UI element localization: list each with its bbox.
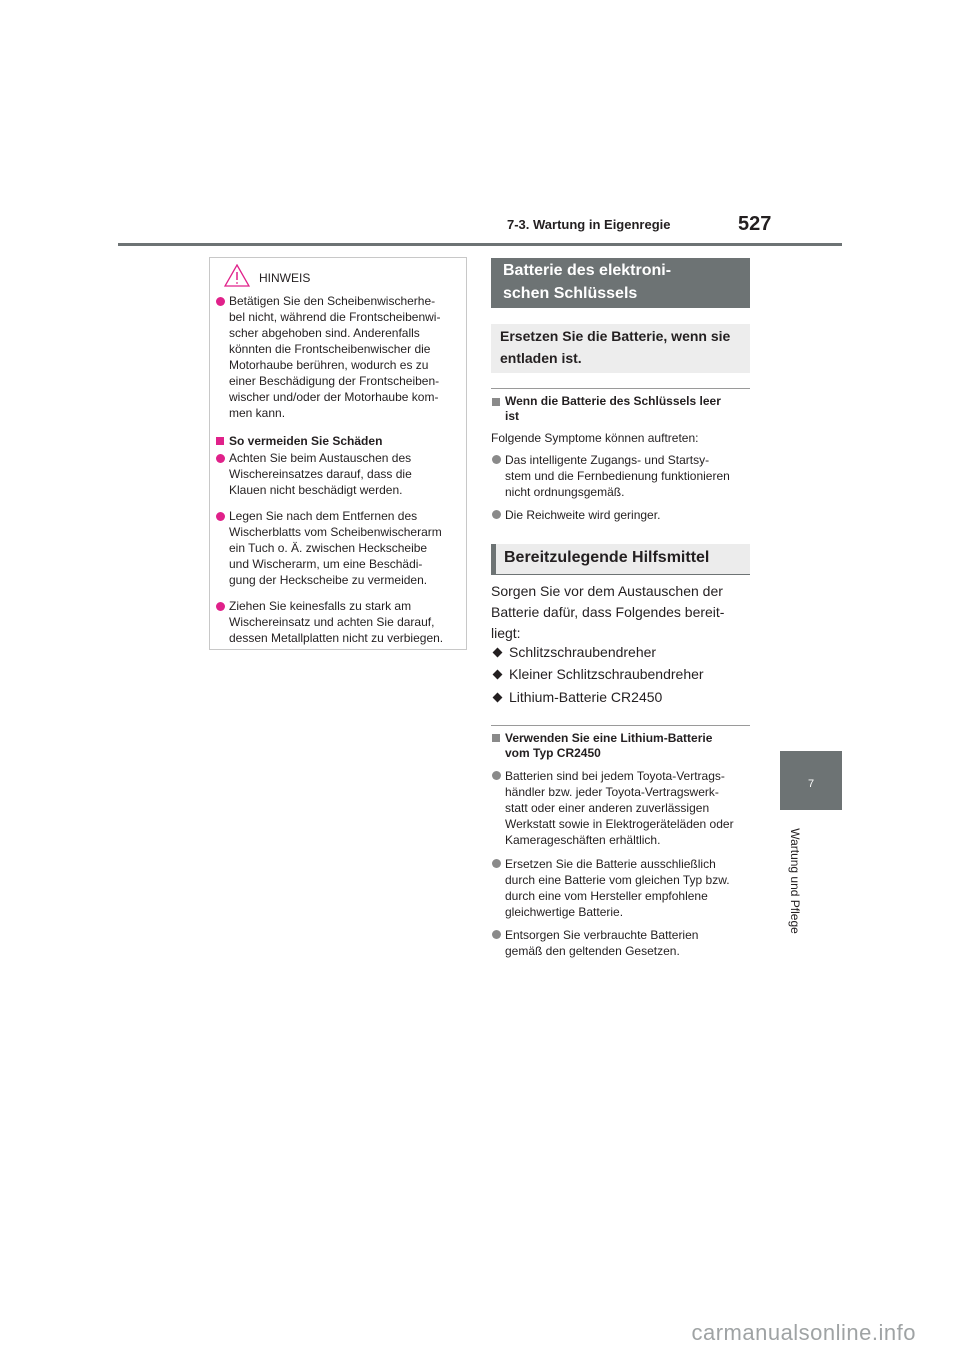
bullet-icon: [216, 454, 225, 463]
notice-box: [209, 257, 467, 650]
tool-item: Schlitzschraubendreher: [509, 644, 657, 660]
notice-subitem: Ziehen Sie keinesfalls zu stark am Wischereinsatz und achten Sie darauf, dessen Metallplatten nicht zu verbiegen.: [229, 599, 444, 645]
notice-title: HINWEIS: [259, 271, 311, 285]
bullet-icon: [492, 455, 501, 464]
bullet-icon: [492, 510, 501, 519]
notice-item: Betätigen Sie den Scheibenwischerhe- bel nicht, während die Frontscheibenwi- scher abgehoben sind. Anderenfalls könnten die Frontscheibenwischer die Motorhaube berühren, wodurch es zu einer Beschädigung der Frontscheiben- wischer und/oder der Motorhaube kom- men kann.: [229, 294, 441, 420]
watermark-text: carmanualsonline.info: [691, 1320, 916, 1345]
lithium-item: Ersetzen Sie die Batterie ausschließlich durch eine Batterie vom gleichen Typ bzw. durch eine vom Hersteller empfohlene gleichwertige Batterie.: [505, 857, 730, 919]
lithium-heading: Verwenden Sie eine Lithium-Batterie vom Typ CR2450: [505, 731, 713, 760]
bullet-icon: [216, 297, 225, 306]
bullet-icon: [492, 930, 501, 939]
square-bullet-icon: [492, 398, 500, 406]
tools-heading: [491, 544, 750, 575]
page-number: 527: [738, 213, 772, 235]
diamond-bullet-icon: [493, 693, 503, 703]
notice-subitem: Achten Sie beim Austauschen des Wischereinsatzes darauf, dass die Klauen nicht beschädigt werden.: [229, 451, 412, 497]
empty-battery-intro: Folgende Symptome können auftreten:: [491, 431, 699, 445]
square-bullet-icon: [216, 437, 224, 445]
chapter-side-label: [766, 816, 824, 946]
notice-header: [210, 264, 466, 288]
bullet-icon: [216, 512, 225, 521]
notice-subheading: So vermeiden Sie Schäden: [229, 434, 383, 448]
lithium-item: Entsorgen Sie verbrauchte Batterien gemäß den geltenden Gesetzen.: [505, 928, 699, 958]
symptom-item: Das intelligente Zugangs- und Startsy- stem und die Fernbedienung funktionieren nicht ordnungsgemäß.: [505, 453, 730, 499]
symptom-item: Die Reichweite wird geringer.: [505, 508, 661, 522]
chapter-tab[interactable]: 7: [780, 751, 842, 810]
lithium-item: Batterien sind bei jedem Toyota-Vertrags- händler bzw. jeder Toyota-Vertragswerk- statt oder einer anderen zuverlässigen Werkstatt sowie in Elektrogeräteläden oder Kamerageschäften erhältlich.: [505, 769, 734, 847]
tool-item: Lithium-Batterie CR2450: [509, 689, 663, 705]
divider: [491, 725, 750, 726]
bullet-icon: [492, 859, 501, 868]
tools-title: Bereitzulegende Hilfsmittel: [504, 549, 710, 566]
bullet-icon: [492, 771, 501, 780]
section-title: Batterie des elektroni- schen Schlüssels: [491, 258, 750, 308]
watermark: [0, 1320, 960, 1346]
notice-subitem: Legen Sie nach dem Entfernen des Wischerblatts vom Scheibenwischerarm ein Tuch o. Ä. zwischen Heckscheibe und Wischerarm, um eine Beschädi- gung der Heckscheibe zu vermeiden.: [229, 509, 442, 587]
chapter-title: Wartung und Pflege: [788, 828, 802, 934]
tool-item: Kleiner Schlitzschraubendreher: [509, 666, 704, 682]
header-rule: [118, 243, 842, 246]
diamond-bullet-icon: [493, 648, 503, 658]
diamond-bullet-icon: [493, 670, 503, 680]
section-header: 7-3. Wartung in Eigenregie: [507, 217, 671, 232]
tools-intro: Sorgen Sie vor dem Austauschen der Batterie dafür, dass Folgendes bereit- liegt:: [491, 583, 725, 641]
square-bullet-icon: [492, 734, 500, 742]
subsection-title: Ersetzen Sie die Batterie, wenn sie entladen ist.: [491, 324, 750, 373]
empty-battery-heading: Wenn die Batterie des Schlüssels leer ist: [505, 394, 721, 423]
divider: [491, 388, 750, 389]
heading-bar: [491, 544, 496, 574]
bullet-icon: [216, 602, 225, 611]
warning-icon: [224, 264, 250, 287]
